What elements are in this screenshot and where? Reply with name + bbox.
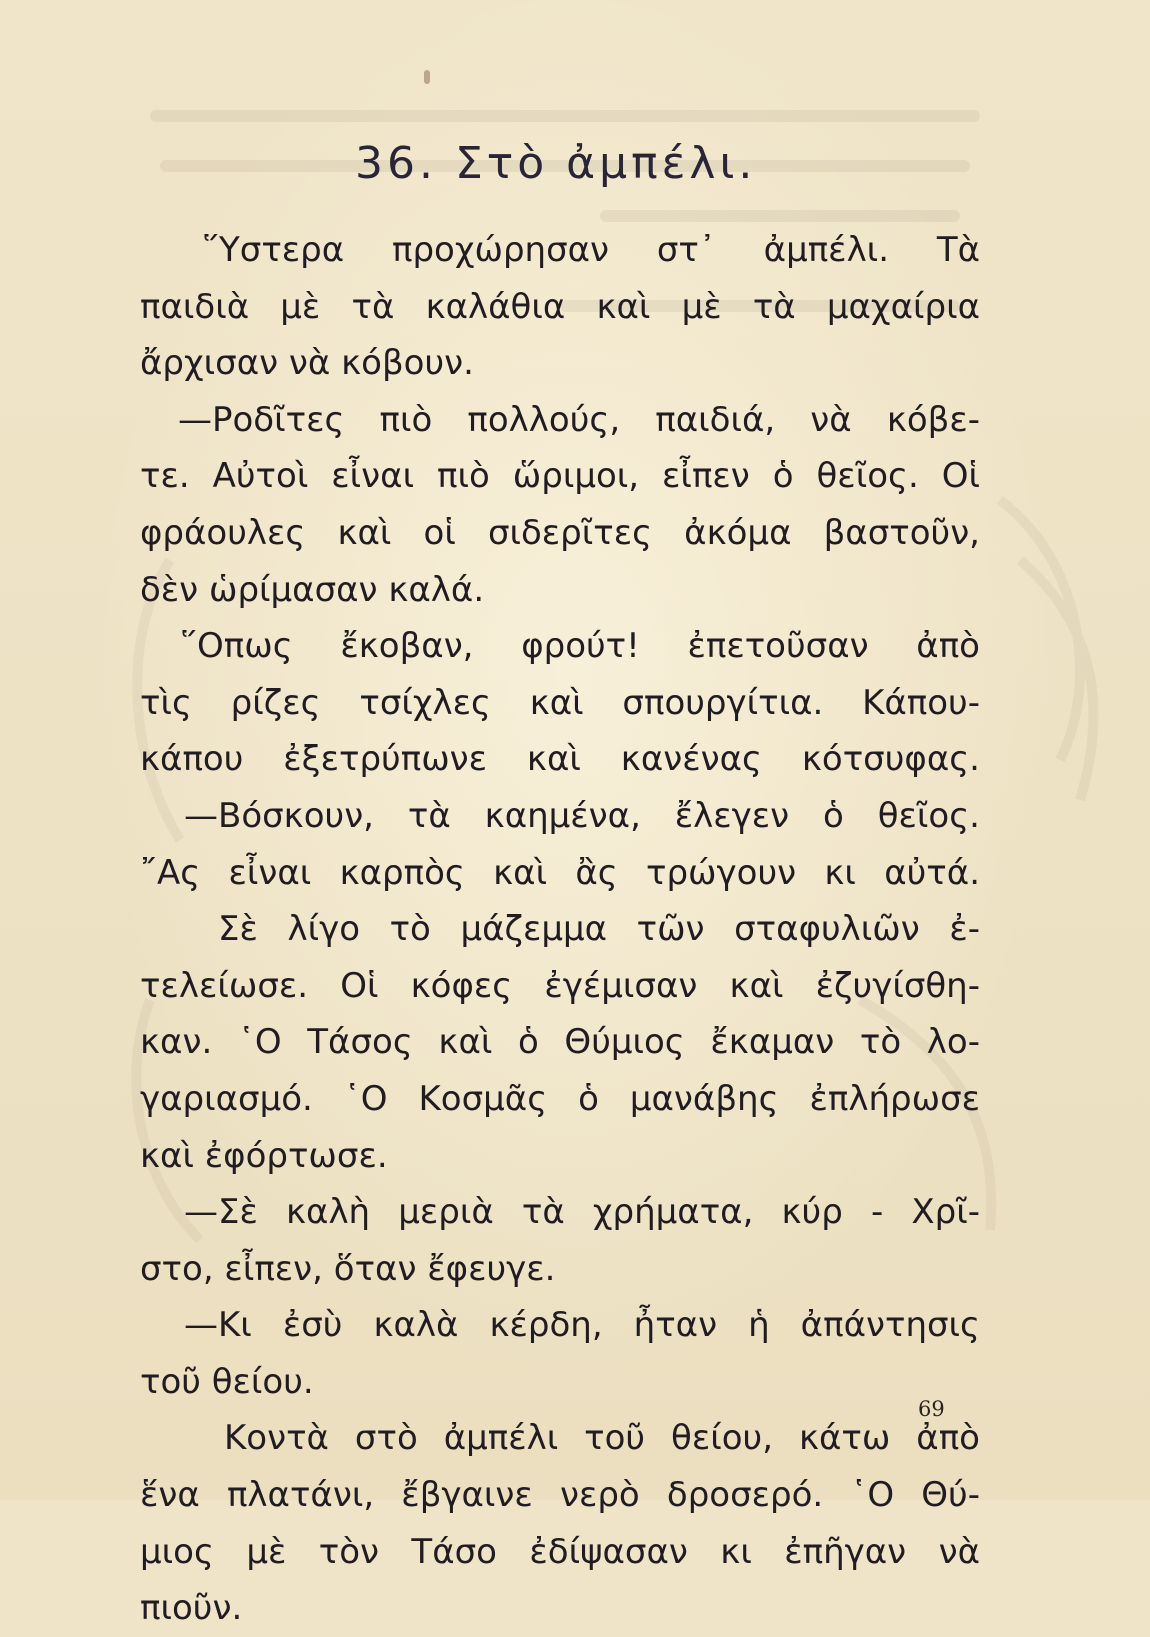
text-line: πιοῦν. — [140, 1588, 243, 1629]
text-line: ῞Οπως ἔκοβαν, φρούτ! ἐπετοῦσαν ἀπὸ — [180, 626, 980, 667]
text-line: τε. Αὐτοὶ εἶναι πιὸ ὥριμοι, εἶπεν ὁ θεῖος. Οἱ — [140, 456, 980, 497]
chapter-body — [140, 222, 980, 1637]
text-line: τελείωσε. Οἱ κόφες ἐγέμισαν καὶ ἐζυγίσθη- — [140, 965, 980, 1006]
ink-speck — [424, 70, 430, 84]
text-line: —Σὲ καλὴ μεριὰ τὰ χρήματα, κύρ - Χρῖ- — [184, 1192, 980, 1233]
text-line: Κοντὰ στὸ ἀμπέλι τοῦ θείου, κάτω ἀπὸ — [224, 1418, 980, 1459]
text-line: γαριασμό. ῾Ο Κοσμᾶς ὁ μανάβης ἐπλήρωσε — [140, 1078, 980, 1119]
text-line: μιος μὲ τὸν Τάσο ἐδίψασαν κι ἐπῆγαν νὰ — [140, 1531, 980, 1572]
text-line: —Ροδῖτες πιὸ πολλούς, παιδιά, νὰ κόβε- — [178, 399, 980, 440]
text-line: παιδιὰ μὲ τὰ καλάθια καὶ μὲ τὰ μαχαίρια — [140, 286, 980, 327]
text-line: ῎Ας εἶναι καρπὸς καὶ ἂς τρώγουν κι αὐτά. — [140, 852, 980, 893]
page-number: 69 — [918, 1397, 945, 1421]
text-line: —Βόσκουν, τὰ καημένα, ἔλεγεν ὁ θεῖος. — [184, 795, 980, 836]
text-line: καὶ ἐφόρτωσε. — [140, 1135, 388, 1176]
text-line: καν. ῾Ο Τάσος καὶ ὁ Θύμιος ἔκαμαν τὸ λο- — [140, 1022, 980, 1063]
text-line: τὶς ρίζες τσίχλες καὶ σπουργίτια. Κάπου- — [140, 682, 980, 723]
chapter-title: 36. Στὸ ἀμπέλι. — [355, 138, 757, 189]
text-line: —Κι ἐσὺ καλὰ κέρδη, ἦταν ἡ ἀπάντησις — [184, 1305, 980, 1346]
text-line: κάπου ἐξετρύπωνε καὶ κανένας κότσυφας. — [140, 739, 980, 780]
text-line: στο, εἶπεν, ὅταν ἔφευγε. — [140, 1248, 556, 1289]
text-line: φράουλες καὶ οἱ σιδερῖτες ἀκόμα βαστοῦν, — [140, 512, 980, 553]
text-line: δὲν ὡρίμασαν καλά. — [140, 569, 485, 610]
text-line: ῞Υστερα προχώρησαν στ᾿ ἀμπέλι. Τὰ — [202, 230, 980, 270]
text-line: τοῦ θείου. — [140, 1361, 314, 1402]
text-line: ἕνα πλατάνι, ἔβγαινε νερὸ δροσερό. ῾Ο Θύ- — [140, 1475, 980, 1516]
text-line: ἄρχισαν νὰ κόβουν. — [140, 343, 474, 384]
text-line: Σὲ λίγο τὸ μάζεμμα τῶν σταφυλιῶν ἐ- — [218, 909, 980, 950]
